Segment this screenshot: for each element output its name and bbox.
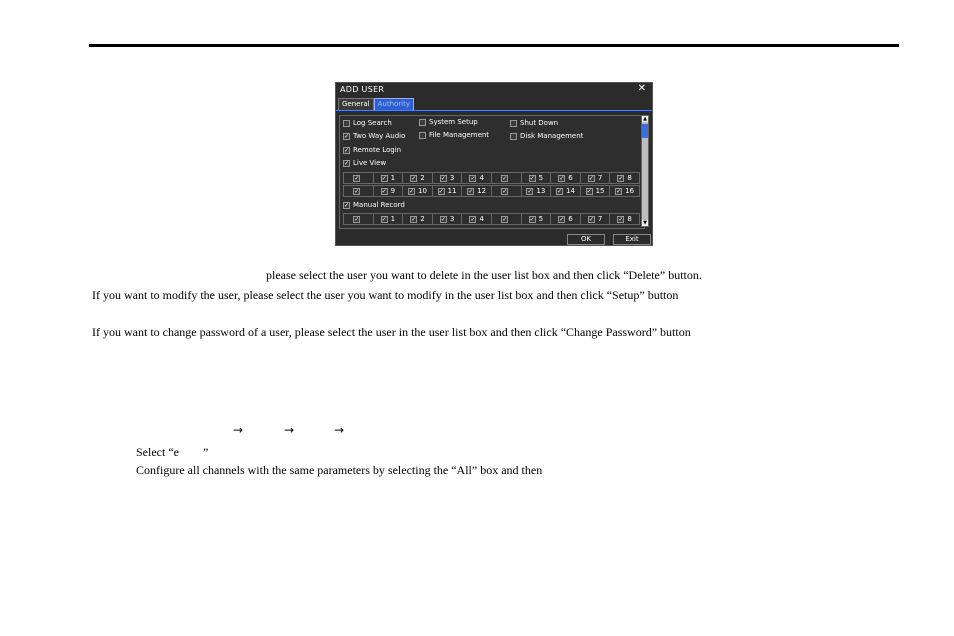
paragraph-modify-user: If you want to modify the user, please select the user you want to modify in the user list box and then click “Setup” button bbox=[92, 288, 679, 302]
option-manual-record[interactable]: ✓ Manual Record bbox=[344, 201, 405, 209]
add-user-dialog bbox=[335, 82, 653, 246]
live-view-channels-row-1 bbox=[343, 172, 639, 184]
checkbox-icon[interactable] bbox=[510, 133, 517, 140]
checkbox-checked-icon[interactable]: ✓ bbox=[354, 215, 360, 223]
scroll-up-icon[interactable]: ▲ bbox=[643, 116, 647, 122]
all-checkbox-cell[interactable] bbox=[343, 185, 374, 197]
checkbox-icon[interactable] bbox=[343, 120, 350, 127]
checkbox-checked-icon[interactable]: ✓ bbox=[381, 174, 387, 182]
authority-panel bbox=[339, 115, 645, 229]
arrow-icon: → bbox=[334, 423, 345, 437]
option-disk-management[interactable]: Disk Management bbox=[510, 132, 583, 140]
checkbox-checked-icon[interactable]: ✓ bbox=[381, 215, 387, 223]
checkbox-checked-icon[interactable]: ✓ bbox=[409, 187, 415, 195]
arrow-icon: → bbox=[233, 423, 244, 437]
checkbox-checked-icon[interactable]: ✓ bbox=[502, 174, 508, 182]
tab-general[interactable]: General bbox=[338, 98, 374, 111]
live-view-channels-row-2 bbox=[343, 185, 639, 197]
all-checkbox-cell[interactable] bbox=[491, 213, 522, 225]
channel-cell[interactable]: ✓ 1 bbox=[373, 213, 404, 225]
channel-cell[interactable]: ✓ 6 bbox=[550, 213, 581, 225]
exit-button[interactable]: Exit bbox=[613, 234, 651, 245]
checkbox-checked-icon[interactable]: ✓ bbox=[440, 174, 446, 182]
dialog-title: ADD USER bbox=[340, 85, 385, 94]
arrow-icon: → bbox=[284, 423, 295, 437]
checkbox-checked-icon[interactable]: ✓ bbox=[438, 187, 444, 195]
option-live-view[interactable]: ✓ Live View bbox=[344, 159, 387, 167]
channel-cell[interactable]: ✓ 13 bbox=[521, 185, 552, 197]
channel-cell[interactable]: ✓ 3 bbox=[432, 213, 463, 225]
checkbox-checked-icon[interactable]: ✓ bbox=[618, 215, 624, 223]
ok-button[interactable]: OK bbox=[567, 234, 605, 245]
checkbox-checked-icon[interactable]: ✓ bbox=[381, 187, 387, 195]
checkbox-checked-icon[interactable]: ✓ bbox=[354, 174, 360, 182]
step-configure-all: Configure all channels with the same parameters by selecting the “All” box and then bbox=[136, 463, 543, 477]
checkbox-checked-icon[interactable]: ✓ bbox=[344, 132, 350, 140]
close-icon[interactable]: ✕ bbox=[637, 83, 646, 94]
checkbox-icon[interactable] bbox=[510, 120, 517, 127]
option-system-setup[interactable]: System Setup bbox=[419, 118, 478, 126]
checkbox-checked-icon[interactable]: ✓ bbox=[559, 174, 565, 182]
step-select: Select “e ” bbox=[136, 445, 209, 459]
checkbox-checked-icon[interactable]: ✓ bbox=[616, 187, 622, 195]
checkbox-checked-icon[interactable]: ✓ bbox=[470, 215, 476, 223]
option-shut-down[interactable]: Shut Down bbox=[510, 119, 558, 127]
checkbox-checked-icon[interactable]: ✓ bbox=[470, 174, 476, 182]
scroll-down-icon[interactable]: ▼ bbox=[643, 220, 647, 226]
paragraph-delete-user: please select the user you want to delete in the user list box and then click “Delete” button. bbox=[266, 268, 702, 282]
checkbox-checked-icon[interactable]: ✓ bbox=[529, 215, 535, 223]
channel-cell[interactable]: ✓ 5 bbox=[521, 213, 552, 225]
checkbox-checked-icon[interactable]: ✓ bbox=[344, 201, 350, 209]
option-log-search[interactable]: Log Search bbox=[343, 119, 392, 127]
channel-cell[interactable]: ✓ 10 bbox=[402, 185, 433, 197]
channel-cell[interactable]: ✓ 4 bbox=[461, 172, 492, 184]
checkbox-checked-icon[interactable]: ✓ bbox=[411, 174, 417, 182]
channel-cell[interactable]: ✓ 4 bbox=[461, 213, 492, 225]
checkbox-checked-icon[interactable]: ✓ bbox=[618, 174, 624, 182]
header-rule bbox=[89, 44, 899, 47]
channel-cell[interactable]: ✓ 8 bbox=[609, 172, 640, 184]
checkbox-checked-icon[interactable]: ✓ bbox=[502, 215, 508, 223]
all-checkbox-cell[interactable] bbox=[343, 172, 374, 184]
checkbox-checked-icon[interactable]: ✓ bbox=[588, 215, 594, 223]
checkbox-checked-icon[interactable]: ✓ bbox=[440, 215, 446, 223]
checkbox-checked-icon[interactable]: ✓ bbox=[468, 187, 474, 195]
vertical-scrollbar[interactable] bbox=[641, 115, 649, 227]
tab-authority[interactable]: Authority bbox=[374, 98, 414, 111]
channel-cell[interactable]: ✓ 3 bbox=[432, 172, 463, 184]
channel-cell[interactable]: ✓ 8 bbox=[609, 213, 640, 225]
all-checkbox-cell[interactable] bbox=[491, 185, 522, 197]
checkbox-icon[interactable] bbox=[419, 119, 426, 126]
channel-cell[interactable]: ✓ 6 bbox=[550, 172, 581, 184]
option-two-way-audio[interactable]: ✓ Two Way Audio bbox=[344, 132, 406, 140]
all-checkbox-cell[interactable] bbox=[343, 213, 374, 225]
channel-cell[interactable]: ✓ 5 bbox=[521, 172, 552, 184]
checkbox-checked-icon[interactable]: ✓ bbox=[502, 187, 508, 195]
channel-cell[interactable]: ✓ 7 bbox=[580, 172, 611, 184]
checkbox-checked-icon[interactable]: ✓ bbox=[556, 187, 563, 195]
all-checkbox-cell[interactable] bbox=[491, 172, 522, 184]
paragraph-change-password: If you want to change password of a user, please select the user in the user list box and then click “Change Password” button bbox=[92, 325, 691, 339]
option-file-management[interactable]: File Management bbox=[419, 131, 489, 139]
manual-record-channels-row-1 bbox=[343, 213, 639, 225]
checkbox-icon[interactable] bbox=[419, 132, 426, 139]
checkbox-checked-icon[interactable]: ✓ bbox=[586, 187, 592, 195]
channel-cell[interactable]: ✓ 11 bbox=[432, 185, 463, 197]
channel-cell[interactable]: ✓ 12 bbox=[461, 185, 492, 197]
checkbox-checked-icon[interactable]: ✓ bbox=[344, 146, 350, 154]
tab-bar bbox=[338, 98, 414, 110]
channel-cell[interactable]: ✓ 1 bbox=[373, 172, 404, 184]
scroll-thumb[interactable] bbox=[642, 124, 648, 138]
checkbox-checked-icon[interactable]: ✓ bbox=[527, 187, 533, 195]
channel-cell[interactable]: ✓ 14 bbox=[550, 185, 581, 197]
checkbox-checked-icon[interactable]: ✓ bbox=[344, 159, 350, 167]
checkbox-checked-icon[interactable]: ✓ bbox=[354, 187, 360, 195]
checkbox-checked-icon[interactable]: ✓ bbox=[411, 215, 417, 223]
channel-cell[interactable]: ✓ 15 bbox=[580, 185, 611, 197]
channel-cell[interactable]: ✓ 2 bbox=[402, 172, 433, 184]
option-remote-login[interactable]: ✓ Remote Login bbox=[344, 146, 402, 154]
channel-cell[interactable]: ✓ 7 bbox=[580, 213, 611, 225]
checkbox-checked-icon[interactable]: ✓ bbox=[559, 215, 565, 223]
channel-cell[interactable]: ✓ 9 bbox=[373, 185, 404, 197]
channel-cell[interactable]: ✓ 2 bbox=[402, 213, 433, 225]
checkbox-checked-icon[interactable]: ✓ bbox=[588, 174, 594, 182]
channel-cell[interactable]: ✓ 16 bbox=[609, 185, 640, 197]
checkbox-checked-icon[interactable]: ✓ bbox=[529, 174, 535, 182]
tab-divider bbox=[336, 110, 652, 111]
